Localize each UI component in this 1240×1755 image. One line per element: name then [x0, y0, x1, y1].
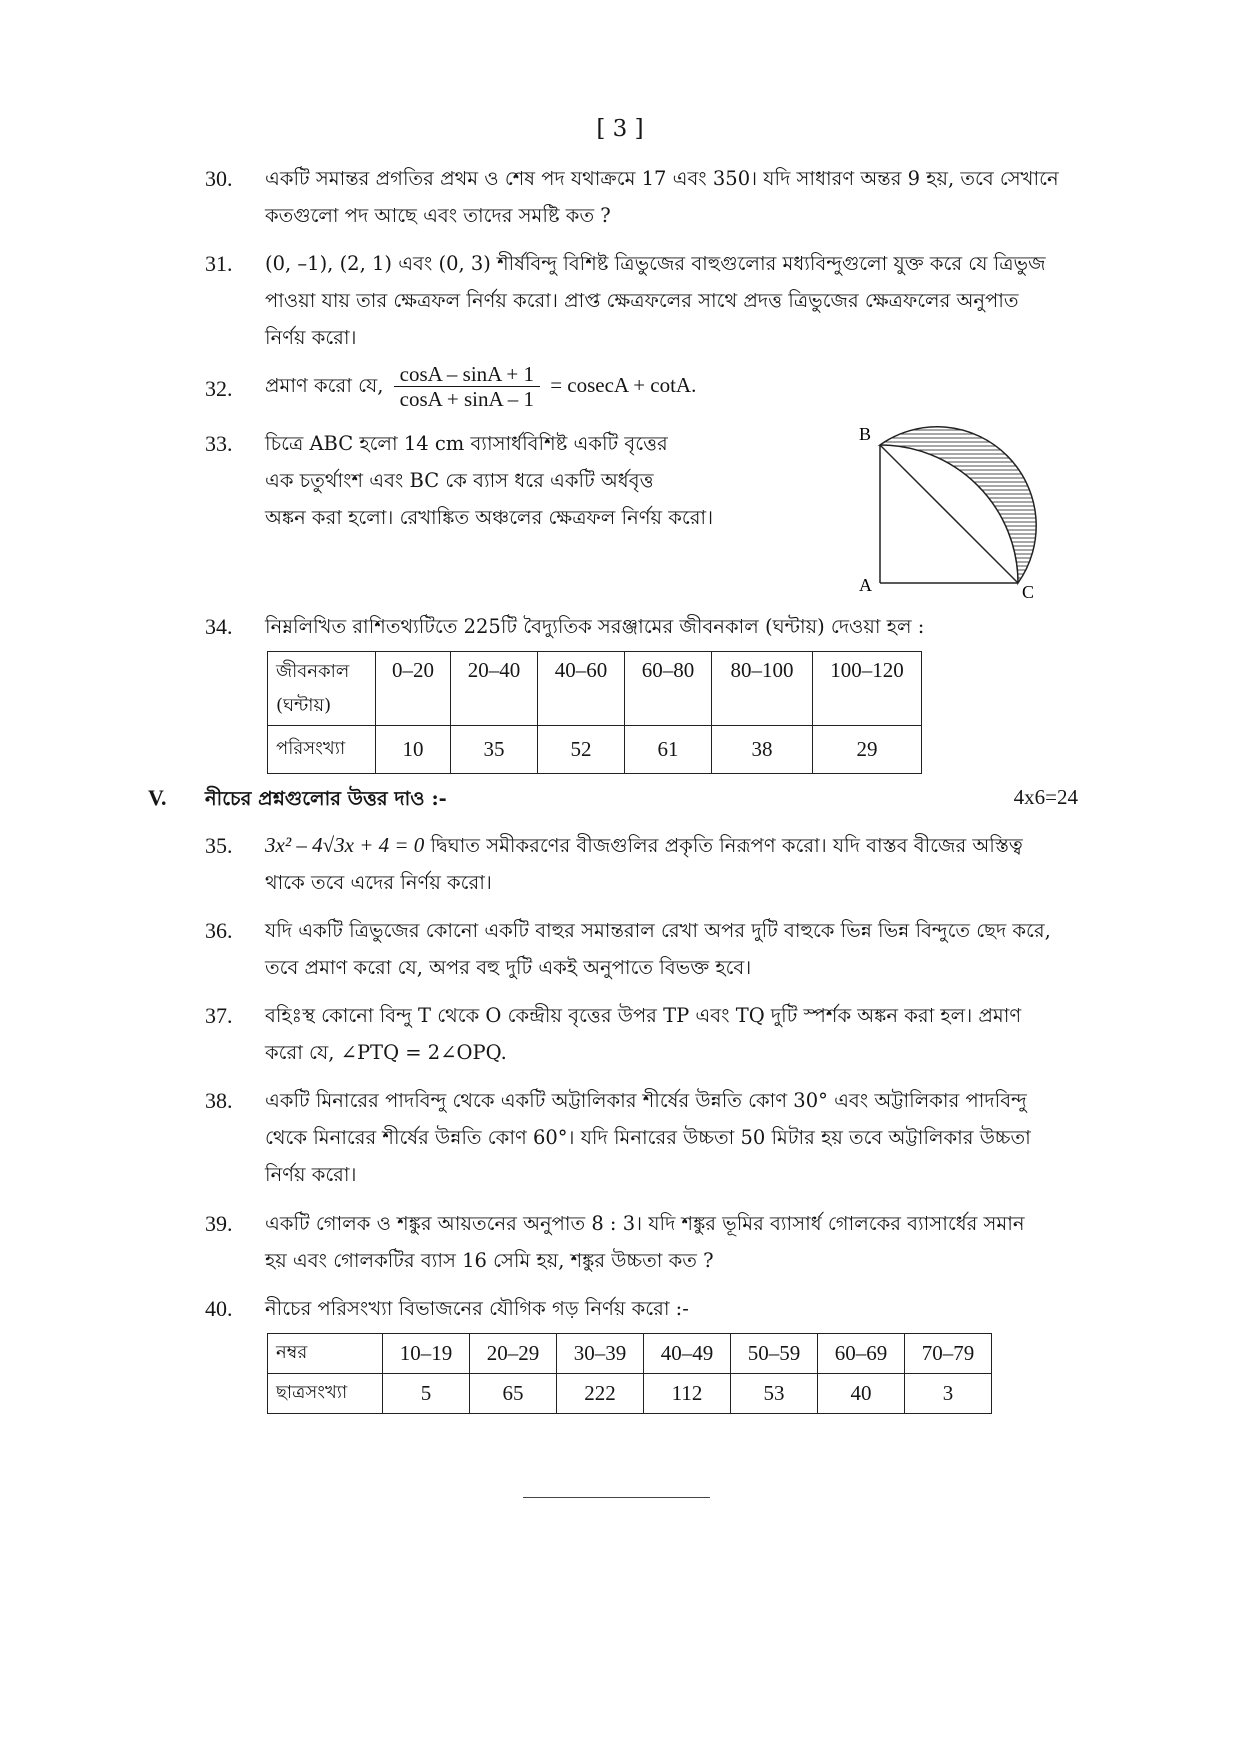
class-cell: 20–29 [470, 1334, 557, 1374]
question-text-line: যদি একটি ত্রিভুজের কোনো একটি বাহুর সমান্তরাল রেখা অপর দুটি বাহুকে ভিন্ন ভিন্ন বিন্দুতে ছেদ করে, [265, 919, 1051, 942]
table-row [268, 1334, 992, 1374]
question-text-line: চিত্রে ABC হলো 14 cm ব্যাসার্ধবিশিষ্ট একটি বৃত্তের [265, 432, 668, 455]
question-text-line: নির্ণয় করো। [265, 1163, 357, 1186]
question-number: 39. [205, 1211, 233, 1236]
class-cell: 40–60 [538, 652, 625, 726]
page-number: [ 3 ] [596, 116, 644, 142]
question-text-line: তবে প্রমাণ করো যে, অপর বহু দুটি একই অনুপাতে বিভক্ত হবে। [265, 956, 752, 979]
freq-cell: 61 [625, 726, 712, 774]
table-header-cell: নম্বর [268, 1334, 383, 1374]
question-number: 36. [205, 918, 233, 943]
question-number: 32. [205, 376, 233, 401]
freq-cell: 53 [731, 1374, 818, 1414]
class-cell: 40–49 [644, 1334, 731, 1374]
section-roman: V. [148, 785, 167, 810]
question-37 [205, 997, 1085, 1071]
fraction-numerator: cosA – sinA + 1 [394, 362, 540, 387]
question-number: 35. [205, 833, 233, 858]
class-cell: 80–100 [712, 652, 813, 726]
class-cell: 70–79 [905, 1334, 992, 1374]
freq-cell: 112 [644, 1374, 731, 1414]
question-38 [205, 1082, 1085, 1193]
class-cell: 0–20 [376, 652, 451, 726]
question-number: 38. [205, 1088, 233, 1113]
row-label-line: জীবনকাল [276, 660, 350, 682]
lifetime-table [267, 651, 922, 774]
question-number: 33. [205, 431, 233, 456]
question-text-line: থেকে মিনারের শীর্ষের উন্নতি কোণ 60°। যদি মিনারের উচ্চতা 50 মিটার হয় তবে অট্টালিকার উচ্চতা [265, 1126, 1031, 1149]
freq-cell: 222 [557, 1374, 644, 1414]
table-row [268, 1374, 992, 1414]
question-text-line: দ্বিঘাত সমীকরণের বীজগুলির প্রকৃতি নিরূপণ করো। যদি বাস্তব বীজের অস্তিত্ব [430, 834, 1023, 857]
class-cell: 60–69 [818, 1334, 905, 1374]
freq-cell: 35 [451, 726, 538, 774]
class-cell: 60–80 [625, 652, 712, 726]
question-text-line: করো যে, ∠PTQ = 2∠OPQ. [265, 1041, 507, 1064]
freq-cell: 40 [818, 1374, 905, 1414]
question-text-line: কতগুলো পদ আছে এবং তাদের সমষ্টি কত ? [265, 204, 611, 227]
footer-divider [523, 1497, 710, 1498]
question-31 [205, 245, 1085, 356]
table-header-cell: পরিসংখ্যা [268, 726, 376, 774]
row-label-line: (ঘন্টায়) [276, 694, 332, 716]
table-header-cell: ছাত্রসংখ্যা [268, 1374, 383, 1414]
table-row [268, 726, 922, 774]
fraction-denominator: cosA + sinA – 1 [399, 387, 534, 411]
question-text-line: পাওয়া যায় তার ক্ষেত্রফল নির্ণয় করো। প্রাপ্ত ক্ষেত্রফলের সাথে প্রদত্ত ত্রিভুজের ক্ষেত্রফলের অনুপাত [265, 289, 1019, 312]
question-number: 40. [205, 1296, 233, 1321]
question-text-line: একটি মিনারের পাদবিন্দু থেকে একটি অট্টালিকার শীর্ষের উন্নতি কোণ 30° এবং অট্টালিকার পাদবিন্দু [265, 1089, 1027, 1112]
table-header-cell [268, 652, 376, 726]
question-text-line: হয় এবং গোলকটির ব্যাস 16 সেমি হয়, শঙ্কুর উচ্চতা কত ? [265, 1249, 714, 1272]
label-b: B [859, 424, 872, 444]
question-30 [205, 160, 1085, 234]
label-c: C [1022, 582, 1035, 600]
freq-cell: 10 [376, 726, 451, 774]
question-34 [205, 608, 1085, 645]
freq-cell: 3 [905, 1374, 992, 1414]
freq-cell: 5 [383, 1374, 470, 1414]
question-text-line: এক চতুর্থাংশ এবং BC কে ব্যাস ধরে একটি অর্ধবৃত্ত [265, 469, 654, 492]
shaded-region [880, 427, 1036, 583]
question-text-line: নীচের পরিসংখ্যা বিভাজনের যৌগিক গড় নির্ণয় করো :- [265, 1297, 689, 1320]
class-cell: 10–19 [383, 1334, 470, 1374]
marks-table [267, 1333, 992, 1414]
question-32 [205, 362, 1085, 411]
question-33 [205, 425, 825, 536]
question-text-line: থাকে তবে এদের নির্ণয় করো। [265, 871, 492, 894]
question-text-line: নির্ণয় করো। [265, 326, 357, 349]
question-number: 30. [205, 166, 233, 191]
question-35 [205, 827, 1085, 901]
question-36 [205, 912, 1085, 986]
question-text-line: একটি সমান্তর প্রগতির প্রথম ও শেষ পদ যথাক্রমে 17 এবং 350। যদি সাধারণ অন্তর 9 হয়, তবে সেখানে [265, 167, 1059, 190]
freq-cell: 65 [470, 1374, 557, 1414]
question-number: 31. [205, 251, 233, 276]
question-text-line: অঙ্কন করা হলো। রেখাঙ্কিত অঞ্চলের ক্ষেত্রফল নির্ণয় করো। [265, 506, 714, 529]
question-prefix: প্রমাণ করো যে, [265, 374, 384, 397]
class-cell: 20–40 [451, 652, 538, 726]
question-39 [205, 1205, 1085, 1279]
section-marks: 4x6=24 [1013, 785, 1078, 809]
quarter-circle-figure [855, 420, 1055, 600]
class-cell: 50–59 [731, 1334, 818, 1374]
question-text-line: (0, –1), (2, 1) এবং (0, 3) শীর্ষবিন্দু বিশিষ্ট ত্রিভুজের বাহুগুলোর মধ্যবিন্দুগুলো যুক্ত করে যে ত্রিভুজ [265, 252, 1046, 275]
equation-rhs: = cosecA + cotA. [550, 373, 697, 397]
class-cell: 30–39 [557, 1334, 644, 1374]
freq-cell: 38 [712, 726, 813, 774]
equation: 3x² – 4√3x + 4 = 0 [265, 833, 425, 857]
label-a: A [859, 575, 872, 595]
question-text-line: বহিঃস্থ কোনো বিন্দু T থেকে O কেন্দ্রীয় বৃত্তের উপর TP এবং TQ দুটি স্পর্শক অঙ্কন করা হল। প্রমাণ [265, 1004, 1022, 1027]
question-40 [205, 1290, 1085, 1327]
class-cell: 100–120 [813, 652, 922, 726]
freq-cell: 29 [813, 726, 922, 774]
question-text-line: একটি গোলক ও শঙ্কুর আয়তনের অনুপাত 8 : 3। যদি শঙ্কুর ভূমির ব্যাসার্ধ গোলকের ব্যাসার্ধের সমান [265, 1212, 1025, 1235]
table-row [268, 652, 922, 726]
question-number: 34. [205, 614, 233, 639]
fraction [394, 362, 540, 411]
question-text-line: নিম্নলিখিত রাশিতথ্যটিতে 225টি বৈদ্যুতিক সরঞ্জামের জীবনকাল (ঘন্টায়) দেওয়া হল : [265, 615, 925, 638]
section-heading: নীচের প্রশ্নগুলোর উত্তর দাও :- [205, 787, 447, 810]
freq-cell: 52 [538, 726, 625, 774]
question-number: 37. [205, 1003, 233, 1028]
